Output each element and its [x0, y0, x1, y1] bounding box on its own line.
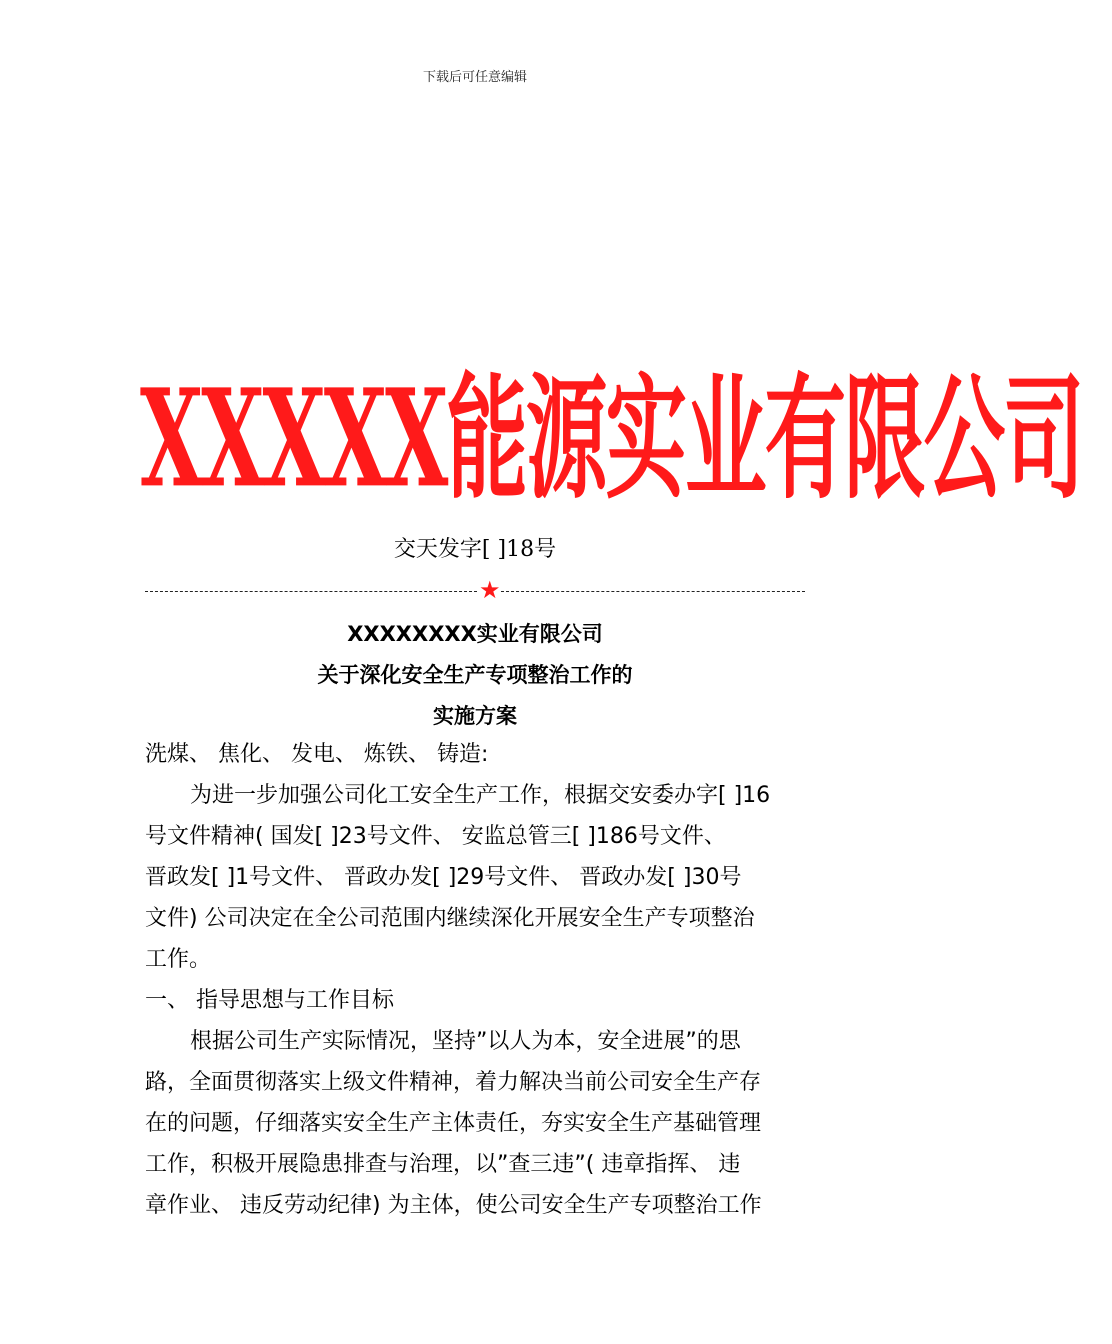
- red-star-divider: [145, 576, 805, 604]
- red-masthead: [140, 359, 1083, 518]
- paragraph-1-line-5: 工作。: [145, 947, 212, 972]
- title-line-2: 关于深化安全生产专项整治工作的: [317, 663, 633, 687]
- paragraph-1-line-3: 晋政发[ ]1号文件、 晋政办发[ ]29号文件、 晋政办发[ ]30号: [145, 865, 742, 890]
- document-number: 交天发字[ ]18号: [393, 537, 557, 562]
- paragraph-1-line-1: 为进一步加强公司化工安全生产工作，根据交安委办字[ ]16: [190, 783, 771, 808]
- divider-line-right: [501, 591, 805, 592]
- page-header-note: 下载后可任意编辑: [422, 70, 527, 85]
- paragraph-2-line-5: 章作业、 违反劳动纪律) 为主体，使公司安全生产专项整治工作: [145, 1193, 762, 1218]
- paragraph-2-line-3: 在的问题，仔细落实安全生产主体责任，夯实安全生产基础管理: [145, 1111, 762, 1136]
- paragraph-1-line-4: 文件) 公司决定在全公司范围内继续深化开展安全生产专项整治: [145, 906, 755, 931]
- paragraph-2-line-1: 根据公司生产实际情况，坚持”以人为本，安全进展”的思: [190, 1029, 741, 1054]
- section-heading-1: 一、 指导思想与工作目标: [145, 988, 394, 1013]
- recipients-line: 洗煤、 焦化、 发电、 炼铁、 铸造:: [145, 742, 489, 767]
- title-line-3: 实施方案: [433, 704, 517, 728]
- paragraph-2-line-2: 路，全面贯彻落实上级文件精神，着力解决当前公司安全生产存: [145, 1070, 762, 1095]
- divider-line-left: [145, 591, 477, 592]
- paragraph-2-line-4: 工作，积极开展隐患排查与治理，以”查三违”( 违章指挥、 违: [145, 1152, 741, 1177]
- title-line-1: XXXXXXXX实业有限公司: [347, 622, 603, 646]
- company-name: XXXXX能源实业有限公司: [140, 359, 1083, 518]
- red-star-icon: ★: [479, 576, 501, 604]
- paragraph-1-line-2: 号文件精神( 国发[ ]23号文件、 安监总管三[ ]186号文件、: [145, 824, 726, 849]
